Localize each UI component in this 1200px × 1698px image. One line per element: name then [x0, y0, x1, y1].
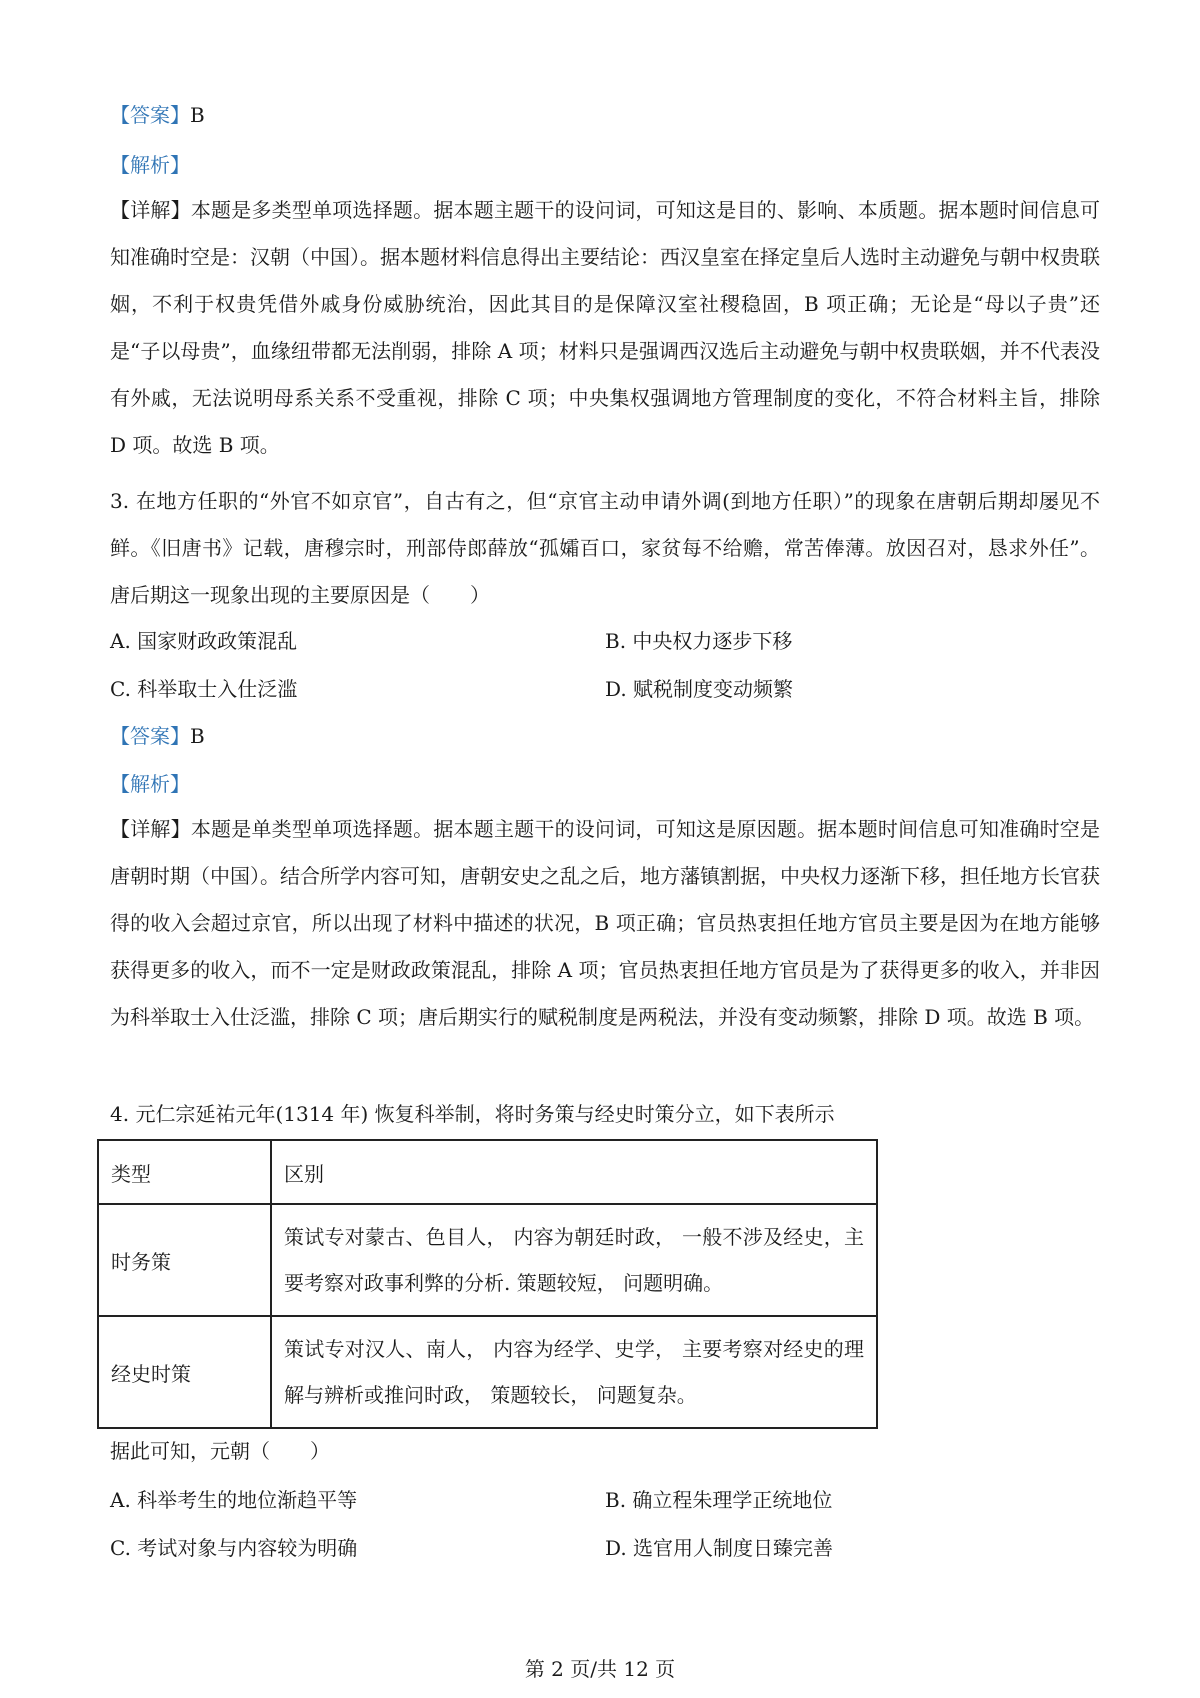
table-header-row [98, 1140, 877, 1204]
answer-value: B [190, 724, 205, 748]
q3-option-b: B. 中央权力逐步下移 [605, 629, 793, 653]
q3-option-d: D. 赋税制度变动频繁 [605, 677, 794, 701]
q4-option-a: A. 科举考生的地位渐趋平等 [110, 1488, 358, 1512]
q4-table [97, 1139, 878, 1429]
q3-detail: 【详解】本题是单类型单项选择题。据本题主题干的设问词，可知这是原因题。据本题时间信息可知准确时空是唐朝时期（中国）。结合所学内容可知，唐朝安史之乱之后，地方藩镇割据，中央权力逐渐下移，担任地方长官获得的收入会超过京官，所以出现了材料中描述的状况，B 项正确；官员热衷担任地方官员主要是因为在地方能够获得更多的收入，而不一定是财政政策混乱，排除 A 项；官员热衷担任地方官员是为了获得更多的收入，并非因为科举取士入仕泛滥，排除 C 项；唐后期实行的赋税制度是两税法，并没有变动频繁，排除 D 项。故选 B 项。 [110, 817, 1100, 1029]
answer-value: B [190, 103, 205, 127]
table-row [98, 1316, 877, 1428]
q3-analysis-label: 【解析】 [110, 772, 190, 796]
table-cell-type: 时务策 [98, 1204, 271, 1316]
q2-detail: 【详解】本题是多类型单项选择题。据本题主题干的设问词，可知这是目的、影响、本质题。据本题时间信息可知准确时空是：汉朝（中国）。据本题材料信息得出主要结论：西汉皇室在择定皇后人选时主动避免与朝中权贵联姻，不利于权贵凭借外戚身份威胁统治，因此其目的是保障汉室社稷稳固，B 项正确；无论是“母以子贵”还是“子以母贵”，血缘纽带都无法削弱，排除 A 项；材料只是强调西汉选后主动避免与朝中权贵联姻，并不代表没有外戚，无法说明母系关系不受重视，排除 C 项；中央集权强调地方管理制度的变化，不符合材料主旨，排除 D 项。故选 B 项。 [110, 198, 1100, 457]
table-row [98, 1204, 877, 1316]
table-header-cell: 区别 [271, 1140, 877, 1204]
q3-option-c: C. 科举取士入仕泛滥 [110, 677, 298, 701]
table-cell-description: 策试专对蒙古、色目人， 内容为朝廷时政， 一般不涉及经史，主要考察对政事利弊的分析. 策题较短， 问题明确。 [271, 1204, 877, 1316]
q3-stem: 3. 在地方任职的“外官不如京官”，自古有之，但“京官主动申请外调(到地方任职）”的现象在唐朝后期却屡见不鲜。《旧唐书》记载，唐穆宗时，刑部侍郎薛放“孤孀百口，家贫每不给赡，常苦俸薄。放因召对，恳求外任”。唐后期这一现象出现的主要原因是（ ） [110, 489, 1100, 607]
table-header-cell: 类型 [98, 1140, 271, 1204]
q4-option-c: C. 考试对象与内容较为明确 [110, 1536, 358, 1560]
q4-prompt: 据此可知，元朝（ ） [110, 1439, 330, 1463]
q2-answer [110, 101, 205, 129]
q3-option-a: A. 国家财政政策混乱 [110, 629, 298, 653]
table-cell-type: 经史时策 [98, 1316, 271, 1428]
q4-stem: 4. 元仁宗延祐元年(1314 年) 恢复科举制，将时务策与经史时策分立，如下表所示 [110, 1102, 835, 1126]
q2-analysis-label: 【解析】 [110, 153, 190, 177]
q4-option-b: B. 确立程朱理学正统地位 [605, 1488, 833, 1512]
answer-label: 【答案】 [110, 724, 190, 748]
table-cell-description: 策试专对汉人、南人， 内容为经学、史学， 主要考察对经史的理解与辨析或推问时政， 策题较长， 问题复杂。 [271, 1316, 877, 1428]
page-footer: 第 2 页/共 12 页 [524, 1657, 676, 1681]
q3-answer [110, 722, 205, 750]
answer-label: 【答案】 [110, 103, 190, 127]
q4-option-d: D. 选官用人制度日臻完善 [605, 1536, 834, 1560]
